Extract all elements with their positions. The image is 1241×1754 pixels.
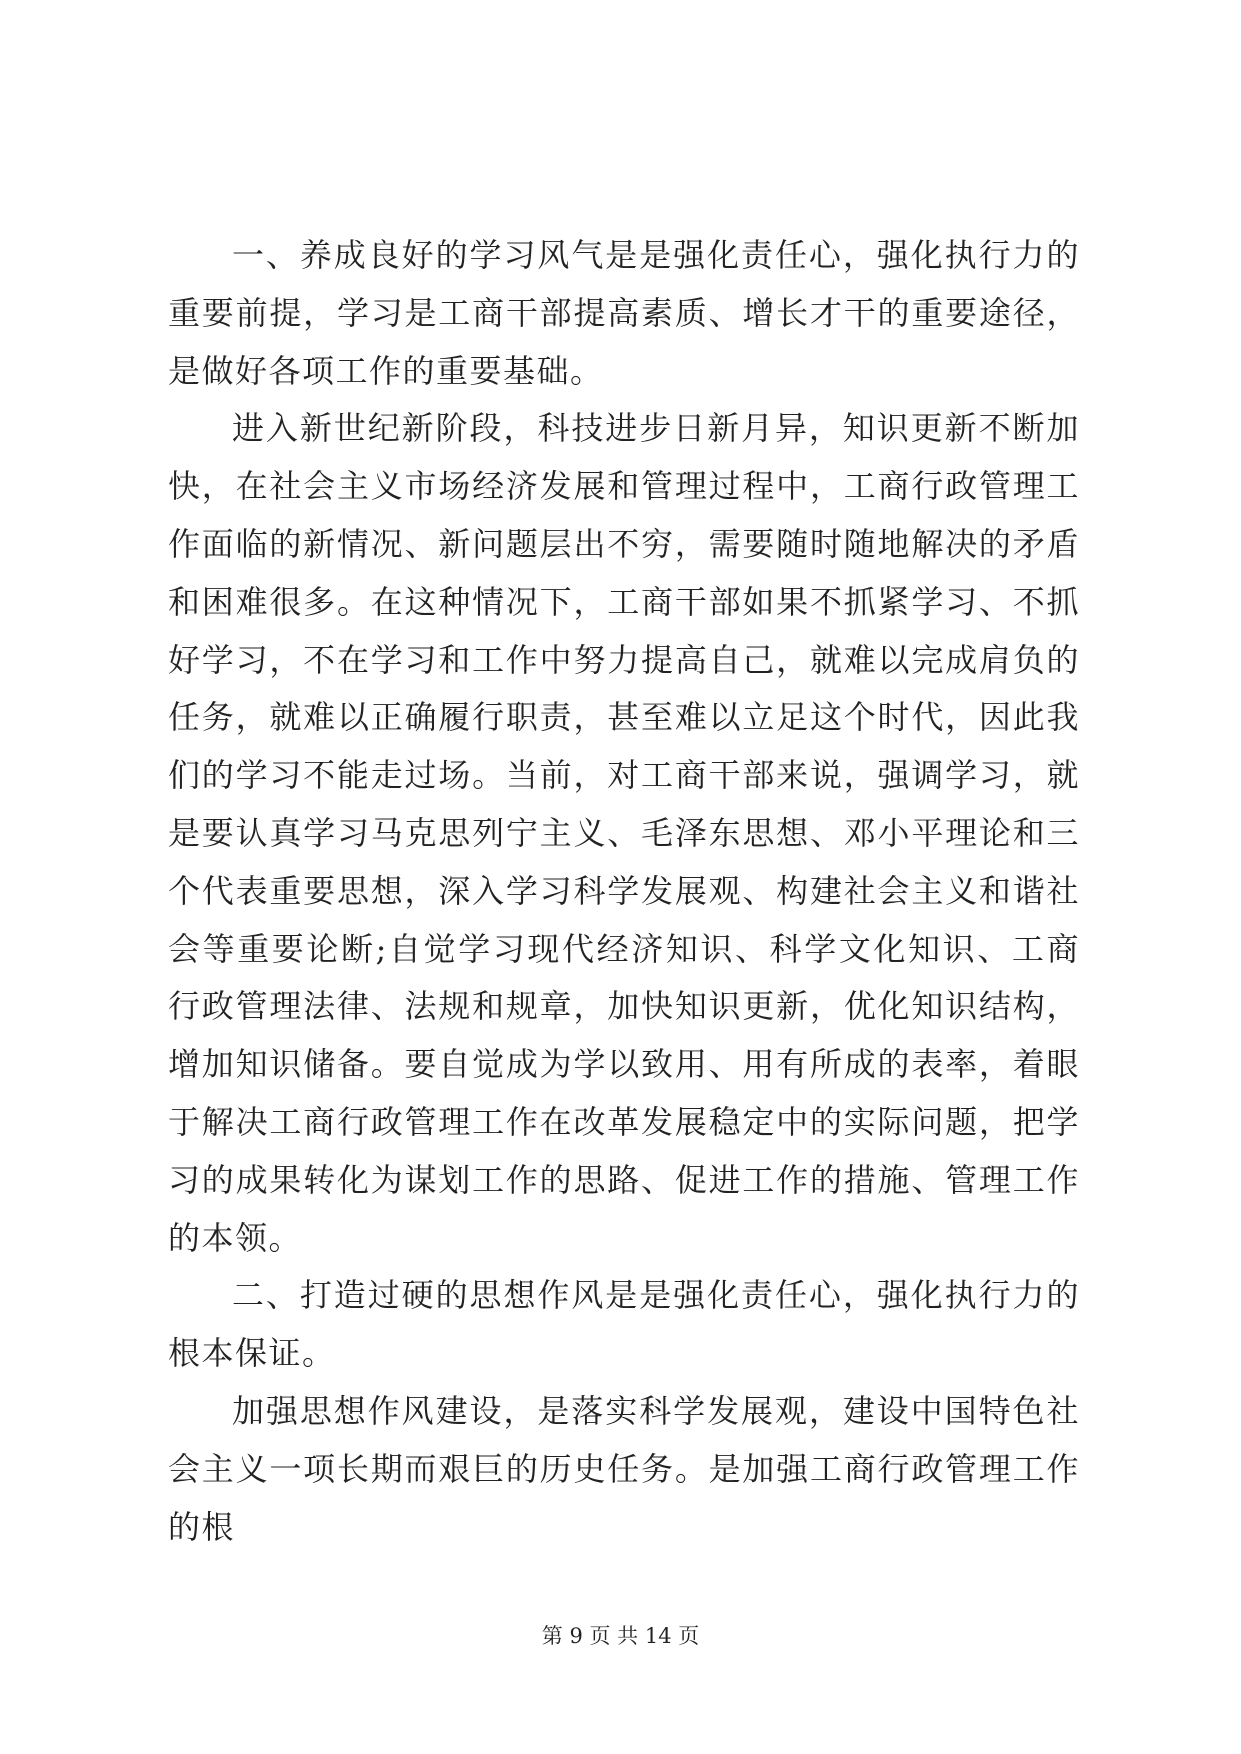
paragraph-section-two-heading: 二、打造过硬的思想作风是是强化责任心，强化执行力的根本保证。 [168,1276,1080,1373]
document-body [168,227,1080,1556]
page-number-footer: 第 9 页 共 14 页 [541,1624,700,1648]
paragraph-section-one-heading: 一、养成良好的学习风气是是强化责任心，强化执行力的重要前提，学习是工商干部提高素质、增长才干的重要途径，是做好各项工作的重要基础。 [168,236,1080,390]
paragraph-thought-style: 加强思想作风建设，是落实科学发展观，建设中国特色社会主义一项长期而艰巨的历史任务。是加强工商行政管理工作的根 [168,1391,1080,1546]
paragraph-learning: 进入新世纪新阶段，科技进步日新月异，知识更新不断加快，在社会主义市场经济发展和管理过程中，工商行政管理工作面临的新情况、新问题层出不穷，需要随时随地解决的矛盾和困难很多。在这种情况下，工商干部如果不抓紧学习、不抓好学习，不在学习和工作中努力提高自己，就难以完成肩负的任务，就难以正确履行职责，甚至难以立足这个时代，因此我们的学习不能走过场。当前，对工商干部来说，强调学习，就是要认真学习马克思列宁主义、毛泽东思想、邓小平理论和三个代表重要思想，深入学习科学发展观、构建社会主义和谐社会等重要论断;自觉学习现代经济知识、科学文化知识、工商行政管理法律、法规和规章，加快知识更新，优化知识结构，增加知识储备。要自觉成为学以致用、用有所成的表率，着眼于解决工商行政管理工作在改革发展稳定中的实际问题，把学习的成果转化为谋划工作的思路、促进工作的措施、管理工作的本领。 [168,409,1080,1257]
